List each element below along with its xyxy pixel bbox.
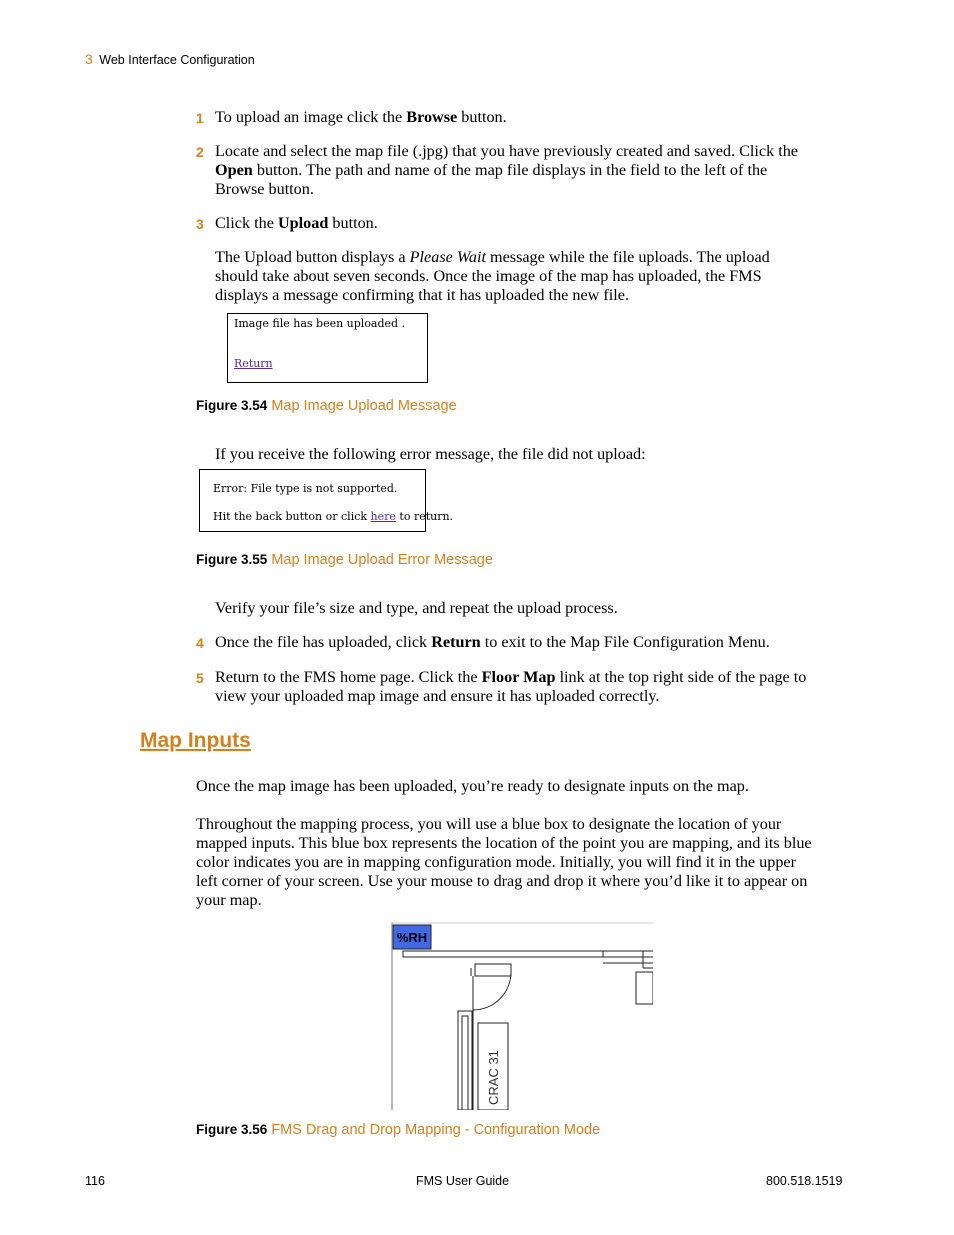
step-text <box>215 142 845 199</box>
step-text-post: to exit to the Map File Configuration Menu. <box>480 633 770 651</box>
section-para: Once the map image has been uploaded, you’re ready to designate inputs on the map. <box>196 777 749 795</box>
verify-text: Verify your file’s size and type, and repeat the upload process. <box>215 599 618 617</box>
para-line: mapped inputs. This blue box represents the location of the point you are mapping, and its blue <box>196 834 812 852</box>
figure-title: FMS Drag and Drop Mapping - Configuration Mode <box>271 1122 601 1138</box>
step-text-post: button. <box>457 108 507 126</box>
error-text: Error: File type is not supported. <box>213 482 398 495</box>
step-line: view your uploaded map image and ensure it has uploaded correctly. <box>215 687 660 705</box>
figure-caption <box>196 552 493 568</box>
step-number: 4 <box>196 635 204 651</box>
section-para <box>196 815 846 910</box>
rh-badge-label: %RH <box>396 930 428 945</box>
figure-caption <box>196 1122 600 1138</box>
return-link[interactable]: Return <box>234 357 273 370</box>
here-link[interactable]: here <box>370 510 396 523</box>
step-bold: Upload <box>277 214 329 232</box>
running-header <box>85 51 255 67</box>
error-intro: If you receive the following error message, the file did not upload: <box>215 445 646 463</box>
error-message-screenshot <box>199 469 454 532</box>
upload-paragraph <box>215 248 845 305</box>
step-line: Locate and select the map file (.jpg) that you have previously created and saved. Click the <box>215 142 798 160</box>
para-line <box>215 248 845 267</box>
step-bold: Browse <box>406 108 458 126</box>
section-heading: Map Inputs <box>140 729 251 752</box>
step-text-pre: Click the <box>215 214 278 232</box>
step-number: 2 <box>196 144 204 160</box>
step-text <box>215 108 507 127</box>
step-line: Browse button. <box>215 180 314 198</box>
page-number: 116 <box>85 1174 105 1188</box>
para-post: message while the file uploads. The upload <box>485 248 770 266</box>
step-text <box>215 668 850 706</box>
step-text <box>215 633 770 652</box>
step-line <box>215 161 845 180</box>
floor-map-screenshot <box>391 922 653 1110</box>
para-italic: Please Wait <box>409 248 486 266</box>
crac-label: CRAC 31 <box>486 1050 501 1105</box>
para-line: displays a message confirming that it has uploaded the new file. <box>215 286 630 304</box>
figure-title: Map Image Upload Message <box>271 398 457 414</box>
step-text-pre: Once the file has uploaded, click <box>215 633 432 651</box>
chapter-title: Web Interface Configuration <box>99 53 255 67</box>
step-line <box>215 668 850 687</box>
step-bold: Open <box>215 161 253 179</box>
figure-caption <box>196 398 457 414</box>
step-bold: Return <box>431 633 481 651</box>
error-instruction-pre: Hit the back button or click <box>213 510 371 523</box>
para-line: Throughout the mapping process, you will use a blue box to designate the location of your <box>196 815 782 833</box>
upload-message-text: Image file has been uploaded . <box>234 317 406 330</box>
footer-title: FMS User Guide <box>416 1174 510 1188</box>
step-text <box>215 214 378 233</box>
footer-phone: 800.518.1519 <box>766 1174 843 1188</box>
error-instruction-post: to return. <box>395 510 454 523</box>
figure-label: Figure 3.56 <box>196 1122 268 1137</box>
para-line: should take about seven seconds. Once the image of the map has uploaded, the FMS <box>215 267 762 285</box>
step-bold: Floor Map <box>481 668 556 686</box>
figure-title: Map Image Upload Error Message <box>271 552 493 568</box>
floor-map-drawing <box>391 922 653 1110</box>
para-line: your map. <box>196 891 262 909</box>
chapter-number: 3 <box>85 51 93 67</box>
figure-label: Figure 3.55 <box>196 552 268 567</box>
step-number: 5 <box>196 670 204 686</box>
step-text-post: link at the top right side of the page to <box>555 668 807 686</box>
para-line: left corner of your screen. Use your mouse to drag and drop it where you’d like it to appear on <box>196 872 808 890</box>
figure-label: Figure 3.54 <box>196 398 268 413</box>
upload-message-screenshot <box>227 313 428 383</box>
step-number: 1 <box>196 110 204 126</box>
step-line-rest: button. The path and name of the map file displays in the field to the left of the <box>252 161 768 179</box>
error-instruction <box>213 510 453 523</box>
step-text-pre: Return to the FMS home page. Click the <box>215 668 482 686</box>
para-pre: The Upload button displays a <box>215 248 410 266</box>
step-text-post: button. <box>328 214 378 232</box>
step-number: 3 <box>196 216 204 232</box>
para-line: color indicates you are in mapping configuration mode. Initially, you will find it in the upper <box>196 853 796 871</box>
step-text-pre: To upload an image click the <box>215 108 407 126</box>
